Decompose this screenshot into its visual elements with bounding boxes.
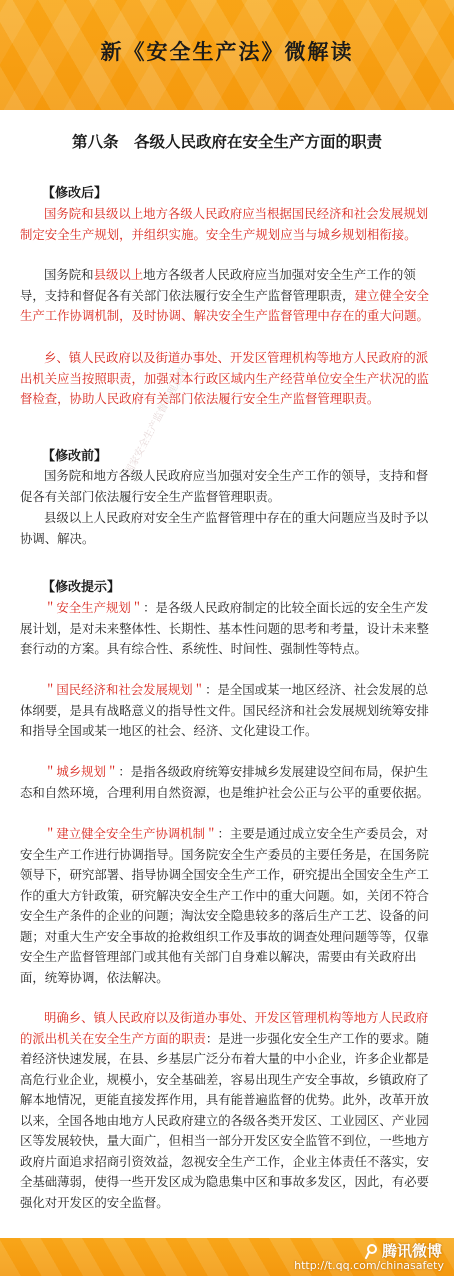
logo-text: 腾讯微博 — [381, 1242, 442, 1260]
section-label-tips: 【修改提示】 — [42, 580, 121, 595]
weibo-url[interactable]: http://t.qq.com/chinasafety — [294, 1259, 444, 1272]
section-label-before: 【修改前】 — [42, 449, 108, 464]
tencent-weibo-icon — [363, 1243, 379, 1259]
before-paragraph-2: 县级以上人民政府对安全生产监督管理中存在的重大问题应当及时予以协调、解决。 — [20, 510, 429, 546]
tip-term: ＂城乡规划＂ — [44, 764, 119, 779]
section-label-after: 【修改后】 — [42, 186, 108, 201]
tip-urban-rural-plan: ＂城乡规划＂：是指各级政府统筹安排城乡发展建设空间布局，保护生态和自然环境，合理利用自然资源，也是维护社会公正与公平的重要依据。 — [20, 764, 429, 800]
tip-township-duties: 明确乡、镇人民政府以及街道办事处、开发区管理机构等地方人民政府的派出机关在安全生产方面的职责：是进一步强化安全生产工作的要求。随着经济快速发展，在县、乡基层广泛分布着大量的中小企业，许多企业都是高危行业企业，规模小，安全基础差，容易出现生产安全事故，乡镇政府了解本地情况，更能直接发挥作用，具有能普遍监督的优势。此外，改革开放以来，全国各地由地方人民政府建立的各级各类开发区、工业园区、产业园区等发展较快，量大面广，但相当一部分开发区安全监管不到位，一些地方政府片面追求招商引资效益，忽视安全生产工作，企业主体责任不落实，安全基础薄弱，使得一些开发区成为隐患集中区和事故多发区，因此，有必要强化对开发区的安全监督。 — [20, 1010, 429, 1210]
banner-title: 新《安全生产法》微解读 — [100, 40, 354, 64]
after-paragraph-3: 乡、镇人民政府以及街道办事处、开发区管理机构等地方人民政府的派出机关应当按照职责，加强对本行政区域内生产经营单位安全生产状况的监督检查，协助人民政府有关部门依法履行安全生产监督管理职责。 — [20, 350, 429, 406]
footer-banner — [0, 1238, 454, 1276]
header-banner — [0, 0, 454, 110]
after-paragraph-2: 国务院和县级以上地方各级者人民政府应当加强对安全生产工作的领导，支持和督促各有关部门依法履行安全生产监督管理职责，建立健全安全生产工作协调机制，及时协调、解决安全生产监督管理中存在的重大问题。 — [20, 267, 429, 323]
tip-term: ＂安全生产规划＂ — [44, 600, 144, 615]
tip-term: ＂建立健全安全生产协调机制＂ — [44, 826, 218, 841]
tip-term: ＂国民经济和社会发展规划＂ — [44, 682, 206, 697]
before-paragraph-1: 国务院和地方各级人民政府应当加强对安全生产工作的领导，支持和督促各有关部门依法履行安全生产监督管理职责。 — [20, 468, 429, 504]
tip-term: 明确乡、镇人民政府以及街道办事处、开发区管理机构等地方人民政府的派出机关在安全生产方面的职责 — [20, 1010, 429, 1046]
tip-safety-plan: ＂安全生产规划＂：是各级人民政府制定的比较全面长远的安全生产发展计划，是对未来整体性、长期性、基本性问题的思考和考量，设计未来整套行动的方案。具有综合性、系统性、时间性、强制性等特点。 — [20, 600, 429, 656]
after-paragraph-1: 国务院和县级以上地方各级人民政府应当根据国民经济和社会发展规划制定安全生产规划，并组织实施。安全生产规划应当与城乡规划相衔接。 — [20, 206, 429, 242]
article-title: 第八条 各级人民政府在安全生产方面的职责 — [71, 133, 382, 151]
weibo-logo[interactable] — [363, 1240, 442, 1261]
tip-economic-plan: ＂国民经济和社会发展规划＂：是全国或某一地区经济、社会发展的总体纲要，是具有战略意义的指导性文件。国民经济和社会发展规划统筹安排和指导全国或某一地区的社会、经济、文化建设工作。 — [20, 682, 429, 738]
tip-coordination-mechanism: ＂建立健全安全生产协调机制＂：主要是通过成立安全生产委员会，对安全生产工作进行协调指导。国务院安全生产委员的主要任务是，在国务院领导下，研究部署、指导协调全国安全生产工作，研究提出全国安全生产工作的重大方针政策，研究解决安全生产工作中的重大问题。如，关闭不符合安全生产条件的企业的问题；淘汰安全隐患较多的落后生产工艺、设备的问题；对重大生产安全事故的抢救组织工作及事故的调查处理问题等等，仅靠安全生产监督管理部门或其他有关部门自身难以解决，需要由有关政府出面，统筹协调，依法解决。 — [20, 826, 429, 985]
watermark: 国家安全生产监督管理总局 — [123, 365, 190, 478]
